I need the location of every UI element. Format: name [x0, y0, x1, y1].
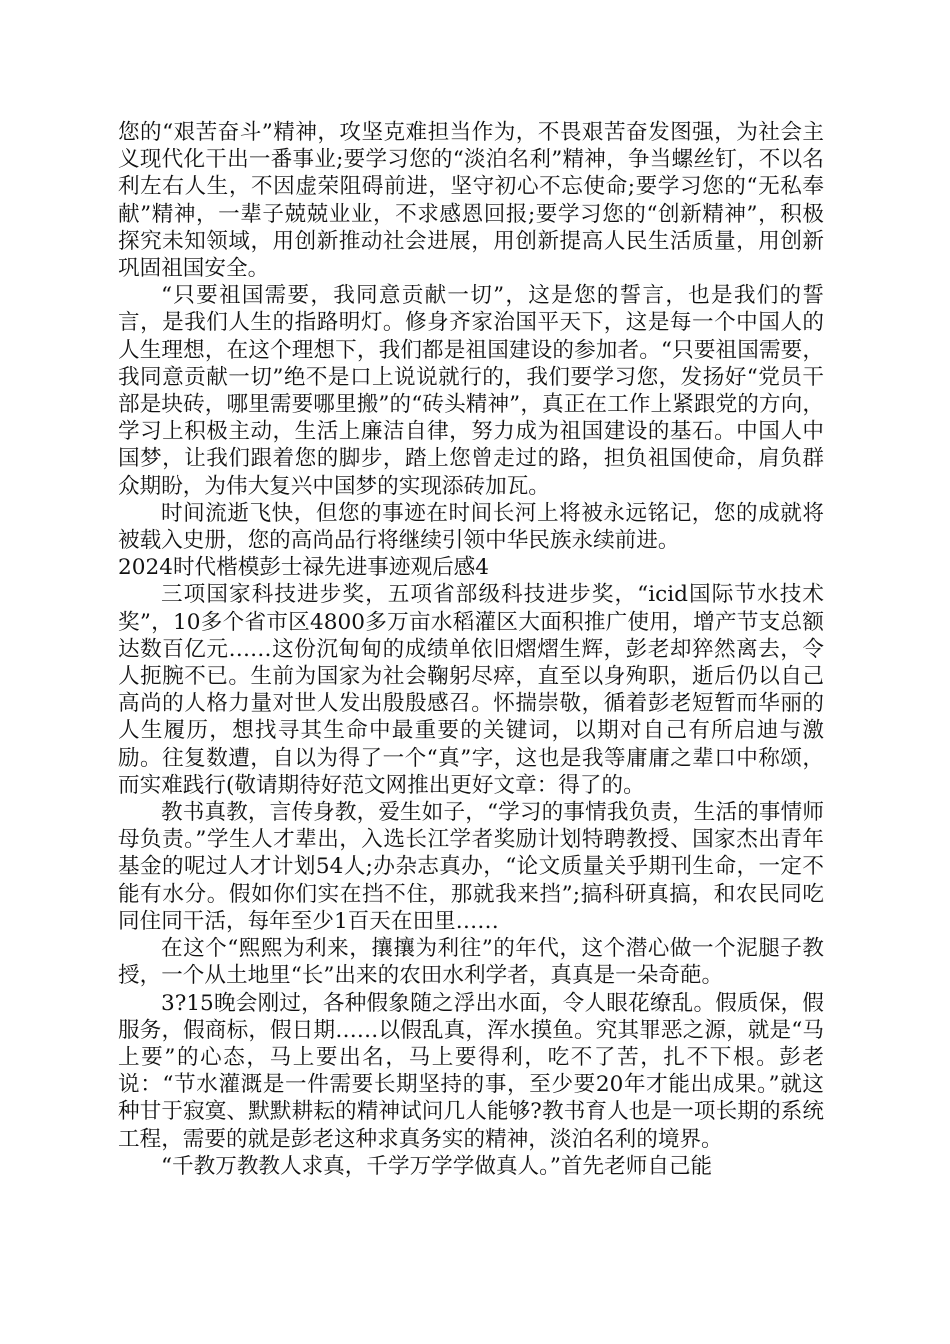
paragraph: 3?15晚会刚过，各种假象随之浮出水面，令人眼花缭乱。假质保，假服务，假商标，假日期……以假乱真，浑水摸鱼。究其罪恶之源，就是“马上要”的心态，马上要出名，马上要得利，吃不了苦，扎不下根。彭老说：“节水灌溉是一件需要长期坚持的事，至少要20年才能出成果。”就这种甘于寂寞、默默耕耘的精神试问几人能够?教书育人也是一项长期的系统工程，需要的就是彭老这种求真务实的精神，淡泊名利的境界。 — [118, 990, 824, 1152]
paragraph: “千教万教教人求真，千学万学学做真人。”首先老师自己能 — [161, 1153, 713, 1179]
paragraph: 在这个“熙熙为利来，攘攘为利往”的年代，这个潜心做一个泥腿子教授，一个从土地里“长”出来的农田水利学者，真真是一朵奇葩。 — [118, 936, 824, 989]
document-body — [118, 119, 824, 1180]
paragraph: 时间流逝飞快，但您的事迹在时间长河上将被永远铭记，您的成就将被载入史册，您的高尚品行将继续引领中华民族永续前进。 — [118, 500, 824, 554]
paragraph: “只要祖国需要，我同意贡献一切”，这是您的誓言，也是我们的誓言，是我们人生的指路明灯。修身齐家治国平天下，这是每一个中国人的人生理想，在这个理想下，我们都是祖国建设的参加者。“只要祖国需要，我同意贡献一切”绝不是口上说说就行的，我们要学习您，发扬好“党员干部是块砖，哪里需要哪里搬”的“砖头精神”，真正在工作上紧跟党的方向，学习上积极主动，生活上廉洁自律，努力成为祖国建设的基石。中国人中国梦，让我们跟着您的脚步，踏上您曾走过的路，担负祖国使命，肩负群众期盼，为伟大复兴中国梦的实现添砖加瓦。 — [118, 283, 824, 499]
paragraph: 教书真教，言传身教，爱生如子，“学习的事情我负责，生活的事情师母负责。”学生人才辈出，入选长江学者奖励计划特聘教授、国家杰出青年基金的呢过人才计划54人;办杂志真办，“论文质量关乎期刊生命，一定不能有水分。假如你们实在挡不住，那就我来挡”;搞科研真搞，和农民同吃同住同干活，每年至少1百天在田里…… — [118, 800, 824, 934]
paragraph: 您的“艰苦奋斗”精神，攻坚克难担当作为，不畏艰苦奋发图强，为社会主义现代化干出一番事业;要学习您的“淡泊名利”精神，争当螺丝钉，不以名利左右人生，不因虚荣阻碍前进，坚守初心不忘使命;要学习您的“无私奉献”精神，一辈子兢兢业业，不求感恩回报;要学习您的“创新精神”，积极探究未知领域，用创新推动社会进展，用创新提高人民生活质量，用创新巩固祖国安全。 — [118, 120, 824, 282]
paragraph: 三项国家科技进步奖，五项省部级科技进步奖，“icid国际节水技术奖”，10多个省市区4800多万亩水稻灌区大面积推广使用，增产节支总额达数百亿元……这份沉甸甸的成绩单依旧熠熠生辉，彭老却猝然离去，令人扼腕不已。生前为国家为社会鞠躬尽瘁，直至以身殉职，逝后仍以自己高尚的人格力量对世人发出殷殷感召。怀揣崇敬，循着彭老短暂而华丽的人生履历，想找寻其生命中最重要的关键词，以期对自己有所启迪与激励。往复数遭，自以为得了一个“真”字，这也是我等庸庸之辈口中称颂，而实难践行(敬请期待好范文网推出更好文章：得了的。 — [118, 582, 824, 798]
section-heading: 2024时代楷模彭士禄先进事迹观后感4 — [118, 555, 490, 581]
